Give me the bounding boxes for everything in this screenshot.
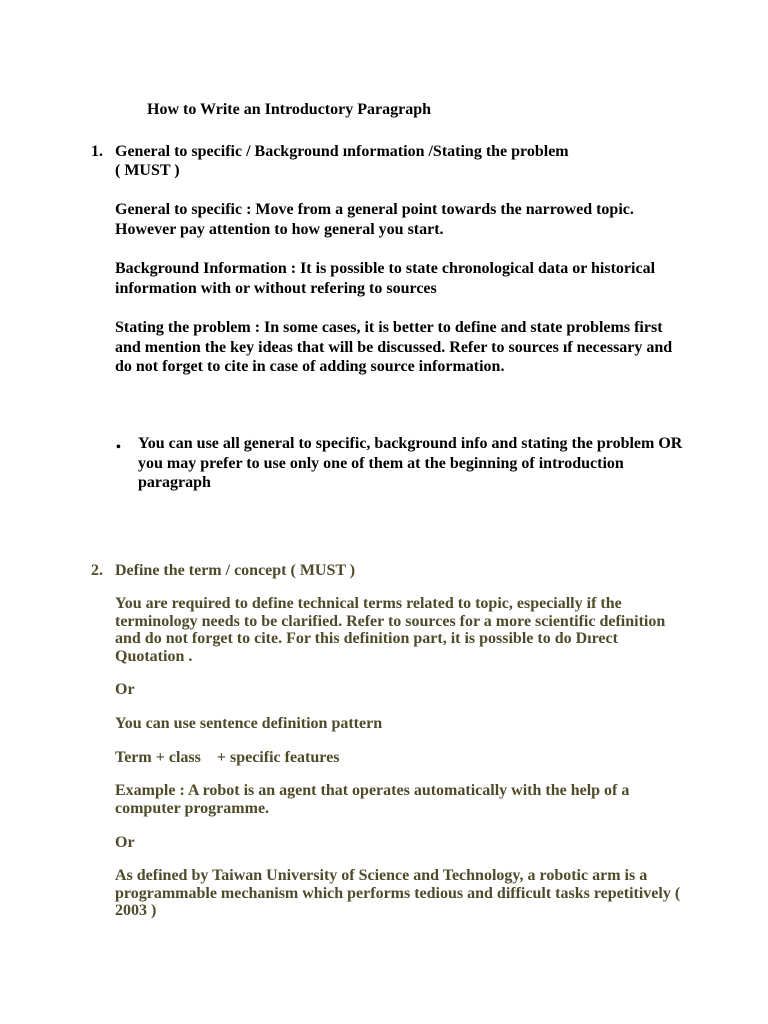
stating-the-problem-paragraph: Stating the problem : In some cases, it is better to define and state problems first and mention the key ideas that will be discussed. Refer to sources ıf necessary and do not forget to cite in case of adding source information. <box>115 319 673 375</box>
or-separator-1: Or <box>115 681 135 698</box>
bullet-item: You can use all general to specific, background info and stating the problem OR you may prefer to use only one of them at the beginning of introduction paragraph <box>138 435 683 491</box>
document-title: How to Write an Introductory Paragraph <box>147 101 431 118</box>
definition-formula: Term + class + specific features <box>115 749 340 766</box>
general-to-specific-paragraph: General to specific : Move from a general point towards the narrowed topic. However pay attention to how general you start. <box>115 201 634 238</box>
sentence-definition-pattern: You can use sentence definition pattern <box>115 715 383 732</box>
section-2-number: 2. <box>91 562 103 579</box>
section-1-number: 1. <box>91 143 103 160</box>
example-paragraph: Example : A robot is an agent that operates automatically with the help of a computer programme. <box>115 782 630 817</box>
section-1-heading-line-1: General to specific / Background ınformation /Stating the problem <box>115 143 569 160</box>
defined-by-paragraph: As defined by Taiwan University of Science and Technology, a robotic arm is a programmable mechanism which performs tedious and difficult tasks repetitively ( 2003 ) <box>115 867 681 919</box>
section-1-heading-line-2: ( MUST ) <box>115 162 180 179</box>
or-separator-2: Or <box>115 834 135 851</box>
define-term-paragraph: You are required to define technical terms related to topic, especially if the terminology needs to be clarified. Refer to sources for a more scientific definition and do not forget to cite. For this definition part, it is possible to do Dırect Quotation . <box>115 595 666 665</box>
background-information-paragraph: Background Information : It is possible to state chronological data or historical information with or without refering to sources <box>115 260 656 297</box>
bullet-marker: • <box>116 440 121 455</box>
section-2-heading: Define the term / concept ( MUST ) <box>115 562 356 579</box>
